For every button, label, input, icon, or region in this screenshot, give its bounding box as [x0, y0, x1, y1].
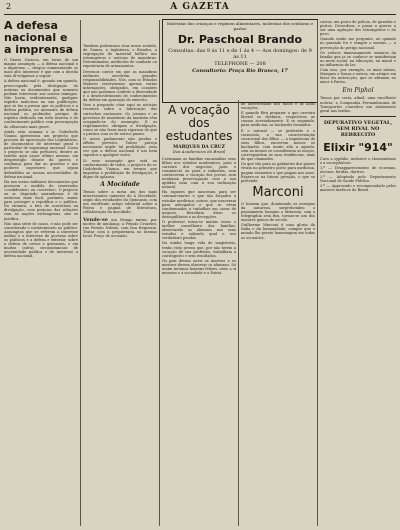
- paragraph: 1.º — Desapparecimento de eczemas, ulceras, feridas, dartros.: [320, 165, 396, 175]
- classified-text: um Mongo mirim, por motivo de mudança; a Pensão Cruzeiro, rua Fernão Sobino, com boa freguezia. Tratar com a proprietaria no mesmo local. Preço de occasião.: [83, 217, 157, 238]
- column-right: [320, 20, 396, 526]
- ad-intro: Molestias das crianças e regimen alimentares, molestias dos senhoras e partos: [166, 21, 314, 31]
- byline-note: Dos Academicos do Brasil: [172, 149, 226, 154]
- paragraph: Ainda esta semana o sr. Godofredo Vianna apresentou um projecto que procura de apreciação das Legislativas, de documentos de interesse geral e particular de segurança nacional. Como o projecto se não perlustra, dentre as tarefas aqui nesse ultimo mesmo, em desprestigio deante da guerra e confiança para dar ao governo e aos poderes superiores que sejam defendidos as nossas necessidades de defesa nacional.: [4, 129, 78, 179]
- paragraph: Cura a syphilis, inclusive o rheumatismo e a escrophulose.: [320, 156, 396, 165]
- paragraph: Temos por certa, afinal, uma excellente noticia: a Companhia Pernambucana de Transportes concedeu um abatimento geral nas tarifas.: [320, 96, 396, 113]
- marconi-headline: Marconi: [252, 184, 304, 200]
- column-vocacao: [162, 102, 236, 526]
- elixir-body: [320, 157, 396, 193]
- column-divider: [159, 20, 160, 526]
- ad-hours: Consultas: das 9 ás 11 e de 1 ás 4 — Aos domingos: de 9 ás 11: [168, 48, 312, 61]
- header-rule: [4, 14, 396, 15]
- paragraph: E o natural — se preferido e o raciocinio, a sua caracterização vocacional dos filhos — a impulsiona de seus filhos, encerrem menos os bacharéis, com muito alto a agrado, sem ao menos se consultarem os moços, correspondem as suas tendências, mais do que chamados.: [241, 128, 315, 162]
- article-body: [162, 157, 236, 276]
- paragraph: Ha rapazes que nasceram para ser commerciantes e que são forçados a estudar medicina; outros, que nasceram para advogados e que se vêem condemnados a trabalhar em casas de negocio. Resultam disso os desequilibrios e as decepções.: [162, 190, 236, 219]
- paragraph: O nosso parlamento não produz o effeito previsto. Talvez pareça necessario impôr tal prohibição, uma vez que a defesa nacional é um bem superior a qualquer outro.: [83, 137, 157, 158]
- classified-ad: [83, 218, 157, 238]
- article-headline: A vocação dos estudantes: [165, 103, 233, 143]
- paragraph: Ha nos meios militares documentos que possuem a modela de reservados «confidentes» ou «secretos». O projecto ou sr. deputado maranhense é de natureza mais facil, portanto, maior para proteger a republica e o publico. No entanto, o fato de ocorrerem na divulgação, com prejuizo das relações com as nações estrangeiras, não se justifica.: [4, 179, 78, 221]
- paragraph: E quando fôra preparar o que carreira liberal os destinos, respectivos as cousas acertadamente. E se seguindo, para medicina, os bacharéis formados.: [241, 111, 315, 128]
- ad-phone: TELEPHONE — 208: [214, 61, 266, 68]
- doctor-advertisement: [162, 19, 318, 103]
- paragraph: O professor torna-se muitas vezes o melhor conselheiro das familias, observando os alumnos nos seus estudos e sabendo qual o seu verdadeiro pendor.: [162, 220, 236, 241]
- page-number: 2: [6, 2, 12, 11]
- section-body: [83, 190, 157, 215]
- paragraph: Costumam as familias encaminhar seus filhos nos estudos academicos, para a carreira dos negocios, para o commercio ou para a industria, sem conhecerem o vocação dos jovens, sem nenhuma preoccupação com a sua aptidão nem com a sua inclinação natural.: [162, 156, 236, 190]
- column-defesa-continued: [83, 44, 157, 526]
- paragraph: O Diario Carioca, em torno de um magno assumpto — a defesa nacional e a imprensa — chegou commentando os mais alto interesse é que com a duvida vaia di-vulgamos a seguir:: [4, 58, 78, 79]
- ad-office: Consultorio: Praça Rio Branco, 17: [192, 68, 288, 75]
- column-divider: [317, 20, 318, 526]
- paragraph: Os valores immensamente maiores da familia que ja se conhece se manifestam no meio social, na educação, na moral e na influencia do lar.: [320, 50, 396, 67]
- paragraph: de affectividade nos filhos e as altas vocações.: [241, 102, 315, 111]
- column-divider: [80, 20, 81, 526]
- paragraph: Os que vão para os gabinetes dos paizes vivam no primeiro posto para medicina, pagam reamente o que pagam nos anos. Espera-se na futura geração, o que se pretende.: [241, 162, 315, 183]
- article-body: [241, 102, 315, 183]
- column-vocacao-continued: [241, 102, 315, 526]
- article-body: [4, 58, 78, 259]
- section-title: A Mocidade: [100, 181, 140, 188]
- paragraph: Na minha longa vida de magisterio, tenho visto jovens que, por não terem a vocação de sua profissão, trabalham a contragosto e sem resultados.: [162, 241, 236, 258]
- classified-title: Vende-se: [83, 216, 108, 223]
- article-body: [320, 20, 396, 84]
- paragraph: Não uma série de casos, e não pode ser considerado o conhecimento ao publico. Assumptos que se referem a interesse militar e a interesse do governo sobre os politicos e a defesa e exterior, sobre a defesa de certos e gravames, e em muitas outras circumstancias de necessidade publica e de interesse a defesa nacional.: [4, 221, 78, 259]
- paragraph: Tambem poderamos citar nesse sentido, de Gomes, a Inglaterra, o Estados, a segregação de material bellico aos estrangeiros e noticias de manobras. Determinadas, methodos de combate ou experiencia de armamentos.: [83, 44, 157, 69]
- paragraph: 2.º — Adoptado pelo Departamento Nacional de Saude Publica.: [320, 175, 396, 184]
- paragraph: A defesa nacional é, quando em quando, preoccupada pela divulgação do noticias ou documentos que somente podiam interessar aos nossos inimigos. Não havia, evidentemente, qualquer espirito malicioso na sua publicação, que se faz a pressa que os politicos e a defesa publica, no momento de defesa nacional os profundos perigos de espirito dedicado em toda reserva e do conhecimento publico com preocupação do ellemento mais grave.: [4, 79, 78, 129]
- page-header: [0, 2, 400, 14]
- column-divider: [238, 100, 239, 526]
- paragraph: O homem que, dominando as energias da natureza, surprehendeu o pensamento humano a distancia, com a telegraphia sem fios, tornou-se um dos maiores genios do seculo.: [241, 201, 315, 223]
- paragraph: Devemos convir em que as manobras militares envolvem grandes responsabilidades. Nós, com os Estados Maiores reservarmos apenas varias informações, obrigados, em ocasiões que não podemos conferir a diversidade e o desenvolvimento de conhecimentos da defesa em apuração do exercito.: [83, 69, 157, 103]
- article-headline: A defesa nacional e a imprensa: [4, 20, 74, 56]
- elixir-name: Elixir "914": [323, 140, 393, 154]
- paragraph: Temos sobre a mesa um dos mais interessantes numeros do A Mocidade, orgão dos estudantes do Gymnasio, com um excellente artigo editorial sobre a Patria e pagina de litteratura, collaboração da mocidade.: [83, 190, 157, 215]
- paragraph: Quando então me pergunto, ao quando no passado foi e sempre o mesmo — a prevenção do perigo nacional.: [320, 37, 396, 50]
- article-body: [83, 44, 157, 179]
- elixir-intro: DEPURATIVO VEGETAL, SEM RIVAL NO REBRECITO: [323, 119, 393, 138]
- section-title: Em Piphol: [342, 87, 374, 95]
- paragraph: Com isso, por exemplo, os mais sabios, Marques e Souza e outros, em artigos em favor da instrucção, que se afirmam no amor á Patria.: [320, 68, 396, 85]
- column-defesa-nacional: [4, 20, 78, 526]
- article-byline: MARQUES DA CRUZ: [173, 145, 225, 150]
- paragraph: carros, um posto de policia, de guardas e postos. Desordens, e passa a guerra a ser uma agitação dos estrangeiros e do povo.: [320, 20, 396, 37]
- paragraph: Guilherme Marconi é uma gloria da Italia e da humanidade; cumpre que o mundo lhe preste homenagem em todas as occasiões.: [241, 223, 315, 240]
- paragraph: Os pais devem ouvir os mestres e os mestres devem observar os alumnos. Só assim teremos homens felizes, uteis a si mesmos e a sociedade e a Patria.: [162, 258, 236, 276]
- paragraph: Vem a proposito citar aqui as noticias recentes sobre a fabricação dos cartuchos nacionaes. Os jornaes e os governos de ministerio da marinha vêm ocupando-se do assumpto. E os regulamentos obrigam a divulgação, como se não fosse mais rigorosa do que a pratica com os de outros paizes.: [83, 103, 157, 136]
- paragraph: Si esse assumpto que está ao conhecimento de todos, o projecto do sr. Godofredo Vianna, em termos que imponha a prohibição de divulgação, é digno de aplauso.: [83, 158, 157, 179]
- ad-rule: [320, 116, 396, 117]
- masthead: A GAZETA: [170, 2, 230, 12]
- marconi-body: [241, 202, 315, 240]
- ad-doctor-name: Dr. Paschoal Brando: [177, 33, 303, 47]
- section-body: [320, 96, 396, 112]
- paragraph: 3.º — Approvado e recommendado pelos maiores medicos do Brasil.: [320, 184, 396, 193]
